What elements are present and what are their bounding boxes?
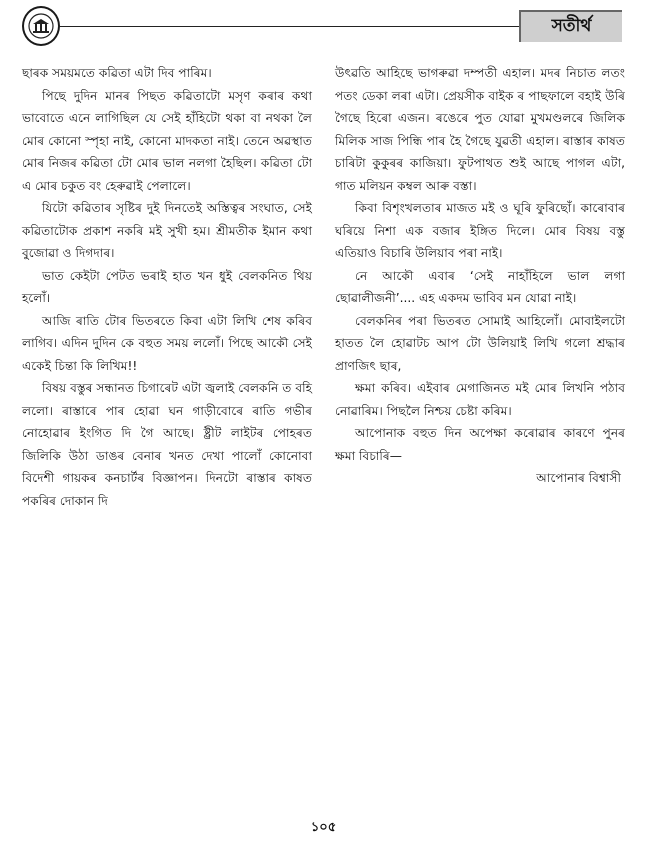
paragraph: যিটো কৱিতাৰ সৃষ্টিৰ দুই দিনতেই অস্তিত্বৰ সংঘাত, সেই কৱিতাটোক প্ৰকাশ নকৰি মই সুখী হম। শ্ৰীমতীক ইমান কথা বুজোৱা ও দিগদাৰ। bbox=[22, 201, 312, 260]
paragraph: উৎৱতি আহিছে ভাগৰুৱা দম্পতী এহাল। মদৰ নিচাত লতং পতং ডেকা লৰা এটা। প্ৰেয়সীক বাইক ৰ পাছফালে বহাই উৰি গৈছে হিৰো এজন। ৰঙেৰে পুত যোৱা মুখমণ্ডলৰে জিলিক মিলিক সাজ পিন্ধি পাৰ হৈ গৈছে যুৱতী এহাল। ৰাস্তাৰ কাষত চাৰিটা কুকুৰৰ কাজিয়া। ফুটপাথত শুই আছে পাগল এটা, গাত মলিয়ন কম্বল আৰু বস্তা। bbox=[335, 66, 625, 193]
emblem-graphic bbox=[28, 13, 54, 39]
paragraph: বিষয় বস্তুৰ সন্ধানত চিগাৰেট এটা জ্বলাই বেলকনি ত বহি ললো। ৰাস্তাৰে পাৰ হোৱা ঘন গাড়ীবোৰে ৰাতি গভীৰ নোহোৱাৰ ইংগিত দি গৈ আছে। ষ্ট্ৰীট লাইটৰ পোহৰত জিলিকি উঠা ডাঙৰ বেনাৰ খনত দেখা পালোঁ কোনোবা বিদেশী গায়কৰ কনচাৰ্টৰ বিজ্ঞাপন। দিনটো ৰাস্তাৰ কাষত পকৰিৰ দোকান দি bbox=[22, 381, 312, 508]
signoff: আপোনাৰ বিশ্বাসী bbox=[536, 471, 621, 485]
right-column bbox=[335, 62, 625, 490]
paragraph: নে আকৌ এবাৰ ‘সেই নাহাঁহিলে ভাল লগা ছোৱালীজনী’.... এহ একদম ভাবিব মন যোৱা নাই। bbox=[335, 268, 625, 305]
paragraph: আজি ৰাতি টোৰ ভিতৰতে কিবা এটা লিখি শেষ কৰিব লাগিব। এদিন দুদিন কে বহুত সময় ললোঁ। পিছে আকৌ সেই একেই চিন্তা কি লিখিম!! bbox=[22, 313, 312, 373]
paragraph: বেলকনিৰ পৰা ভিতৰত সোমাই আহিলোঁ। মোবাইলটো হাতত লৈ হোৱাটচ আপ টো উলিয়াই লিখি গলো শ্ৰদ্ধাৰ প্ৰাণজিৎ ছাৰ, bbox=[335, 313, 625, 373]
paragraph: ছাৰক সময়মতে কৱিতা এটা দিব পাৰিম। bbox=[22, 66, 212, 80]
page-number: ১০৫ bbox=[310, 820, 337, 835]
journal-name: সতীৰ্থ bbox=[519, 10, 622, 42]
paragraph: পিছে দুদিন মানৰ পিছত কৱিতাটো মসৃণ কৰাৰ কথা ভাবোতে এনে লাগিছিল যে সেই হাঁহিটো থকা বা নথকা লৈ মোৰ কোনো স্পৃহা নাই, কোনো মাদকতা নাই। তেনে অৱস্থাত মোৰ নিজৰ কৱিতা টো মোৰ ভাল নলগা হৈছিল। কৱিতা টো এ মোৰ চকুত বং হেৰুৱাই পেলালে। bbox=[22, 88, 312, 193]
header-rule bbox=[58, 26, 521, 27]
left-column bbox=[22, 62, 312, 512]
page-header bbox=[0, 0, 647, 46]
paragraph: ক্ষমা কৰিব। এইবাৰ মেগাজিনত মই মোৰ লিখনি পঠাব নোৱাৰিম। পিছলৈ নিশ্চয় চেষ্টা কৰিম। bbox=[335, 381, 625, 418]
college-emblem-icon bbox=[22, 6, 60, 46]
paragraph: কিবা বিশৃংখলতাৰ মাজত মই ও ঘূৰি ফুৰিছোঁ। কাৰোবাৰ ঘৰিয়ে নিশা এক বজাৰ ইঙ্গিত দিলে। মোৰ বিষয় বস্তু এতিয়াও বিচাৰি উলিয়াব পৰা নাই। bbox=[335, 201, 625, 260]
paragraph: ভাত কেইটা পেটত ভৰাই হাত খন ধুই বেলকনিত থিয় হলোঁ। bbox=[22, 268, 312, 305]
paragraph: আপোনাক বহুত দিন অপেক্ষা কৰোৱাৰ কাৰণে পুনৰ ক্ষমা বিচাৰি— bbox=[335, 426, 625, 463]
